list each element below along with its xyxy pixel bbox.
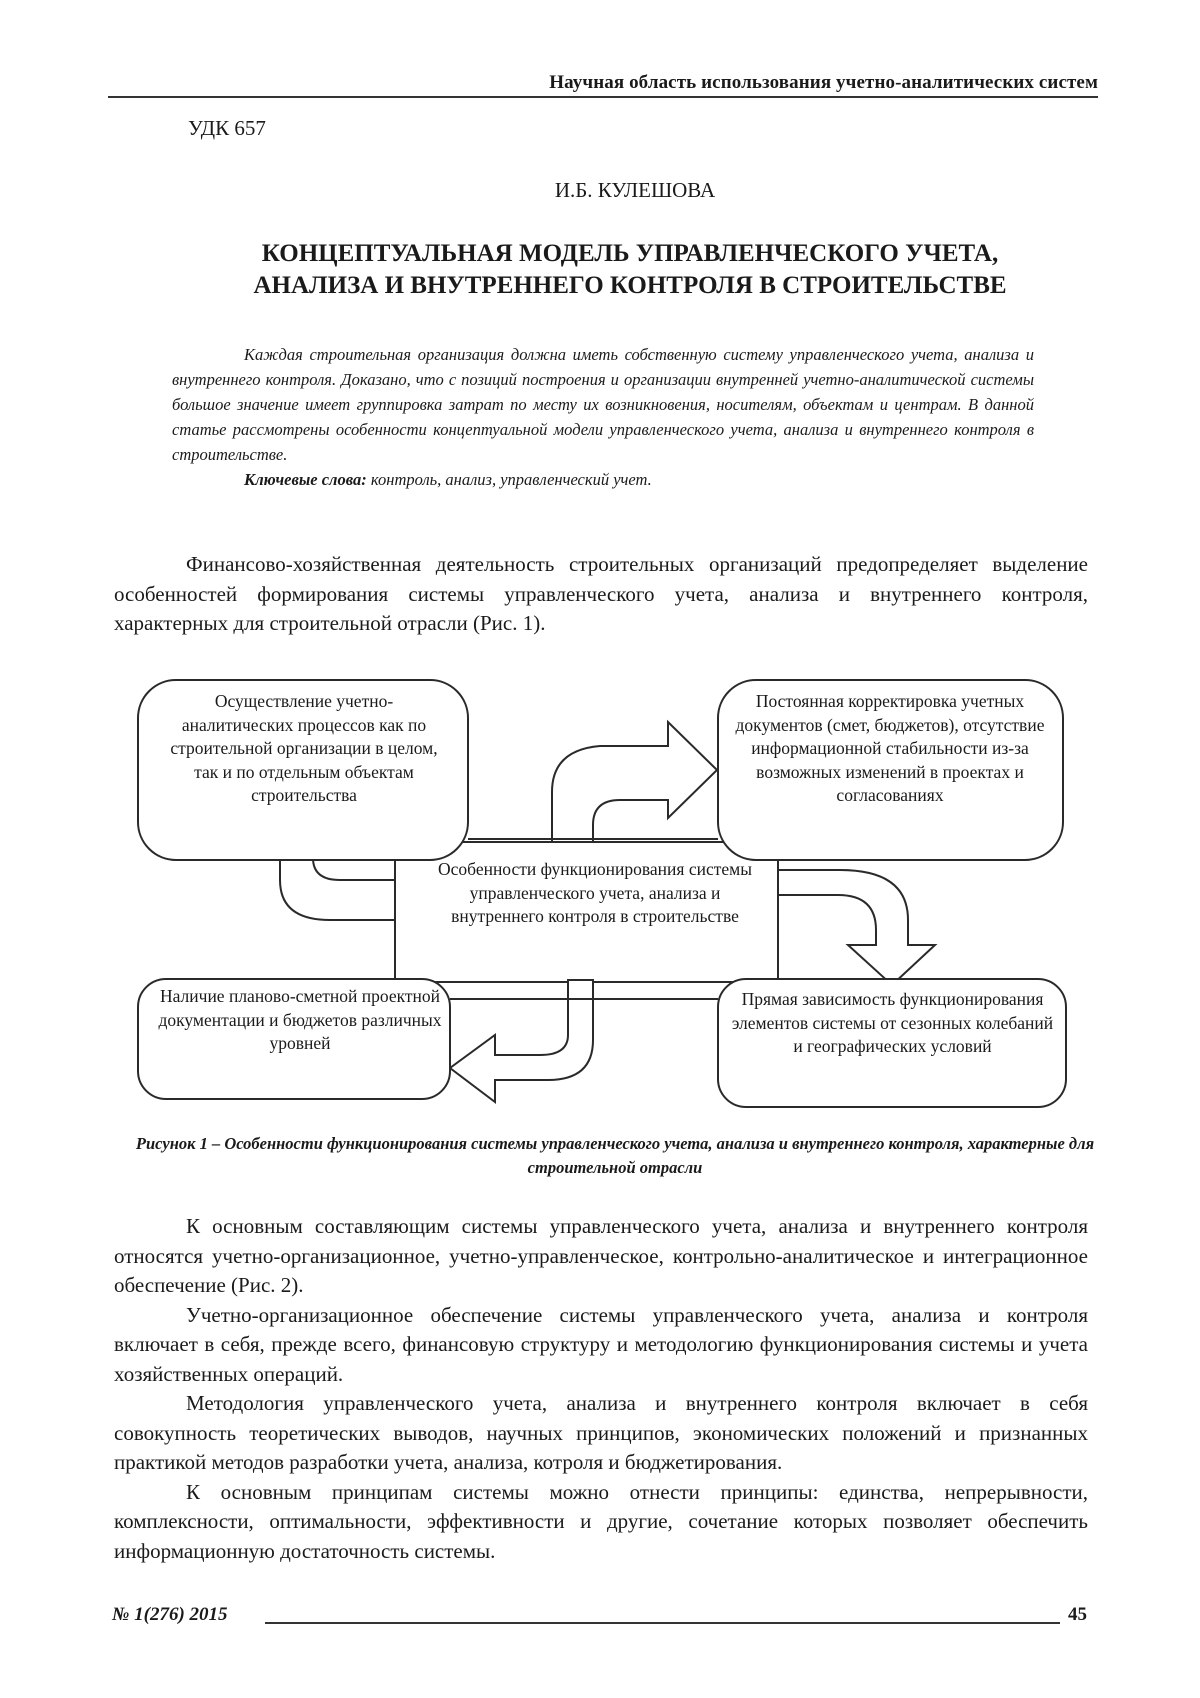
author-name: И.Б. КУЛЕШОВА	[554, 178, 716, 202]
top-right-box-text: Постоянная корректировка учетных документов (смет, бюджетов), отсутствие информационной стабильности из-за возможных изменений в проектах и согласованиях	[735, 691, 1045, 805]
bottom-right-box-text: Прямая зависимость функционирования элементов системы от сезонных колебаний и географических условий	[731, 989, 1054, 1056]
body-paragraphs	[114, 1212, 1088, 1566]
title-line-1: КОНЦЕПТУАЛЬНАЯ МОДЕЛЬ УПРАВЛЕНЧЕСКОГО УЧЕТА,	[261, 240, 999, 267]
arrow-to-bottom-right	[778, 870, 935, 985]
running-title: Научная область использования учетно-аналитических систем	[549, 72, 1098, 93]
paragraph: Финансово-хозяйственная деятельность строительных организаций предопределяет выделение особенностей формирования системы управленческого учета, анализа и внутреннего контроля, характерных для строительной отрасли (Рис. 1).	[114, 552, 1088, 635]
paragraph: К основным составляющим системы управленческого учета, анализа и внутреннего контроля относятся учетно-организационное, учетно-управленческое, контрольно-аналитическое и интеграционное обеспечение (Рис. 2).	[114, 1214, 1088, 1297]
keywords-label: Ключевые слова:	[244, 470, 367, 489]
abstract-text: Каждая строительная организация должна иметь собственную систему управленческого учета, анализа и внутреннего контроля. Доказано, что с позиций построения и организации внутренней учетно-аналитической системы большое значение имеет группировка затрат по месту их возникновения, носителям, объектам и центрам. В данной статье рассмотрены особенности концептуальной модели управленческого учета, анализа и внутреннего контроля в строительстве.	[172, 345, 1034, 464]
page-number: 45	[1068, 1604, 1087, 1625]
paragraph: Методология управленческого учета, анализа и внутреннего контроля включает в себя совокупность теоретических выводов, научных принципов, экономических положений и признанных практикой методов разработки учета, анализа, котроля и бюджетирования.	[114, 1391, 1088, 1474]
arrow-to-top-right	[552, 722, 717, 842]
paragraph: Учетно-организационное обеспечение системы управленческого учета, анализа и контроля включает в себя, прежде всего, финансовую структуру и методологию функционирования системы и учета хозяйственных операций.	[114, 1302, 1088, 1386]
paragraph: К основным принципам системы можно отнести принципы: единства, непрерывности, комплексности, оптимальности, эффективности и другие, сочетание которых позволяет обеспечить информационную достаточность системы.	[114, 1479, 1088, 1563]
top-left-box-text: Осуществление учетно-аналитических процессов как по строительной организации в целом, так и по отдельным объектам строительства	[170, 691, 438, 805]
title-line-2: АНАЛИЗА И ВНУТРЕННЕГО КОНТРОЛЯ В СТРОИТЕЛЬСТВЕ	[253, 272, 1007, 299]
center-box-text: Особенности функционирования системы управленческого учета, анализа и внутреннего контроля в строительстве	[437, 859, 752, 926]
issue-number: № 1(276) 2015	[112, 1604, 228, 1625]
keywords-list: контроль, анализ, управленческий учет.	[366, 470, 652, 489]
bottom-left-box-text: Наличие планово-сметной проектной документации и бюджетов различных уровней	[158, 986, 442, 1053]
figure-caption: Рисунок 1 – Особенности функционирования системы управленческого учета, анализа и внутреннего контроля, характерные для строительной отрасли	[135, 1134, 1095, 1177]
footer-rule	[265, 1622, 1060, 1624]
udk-code: УДК 657	[188, 116, 266, 140]
